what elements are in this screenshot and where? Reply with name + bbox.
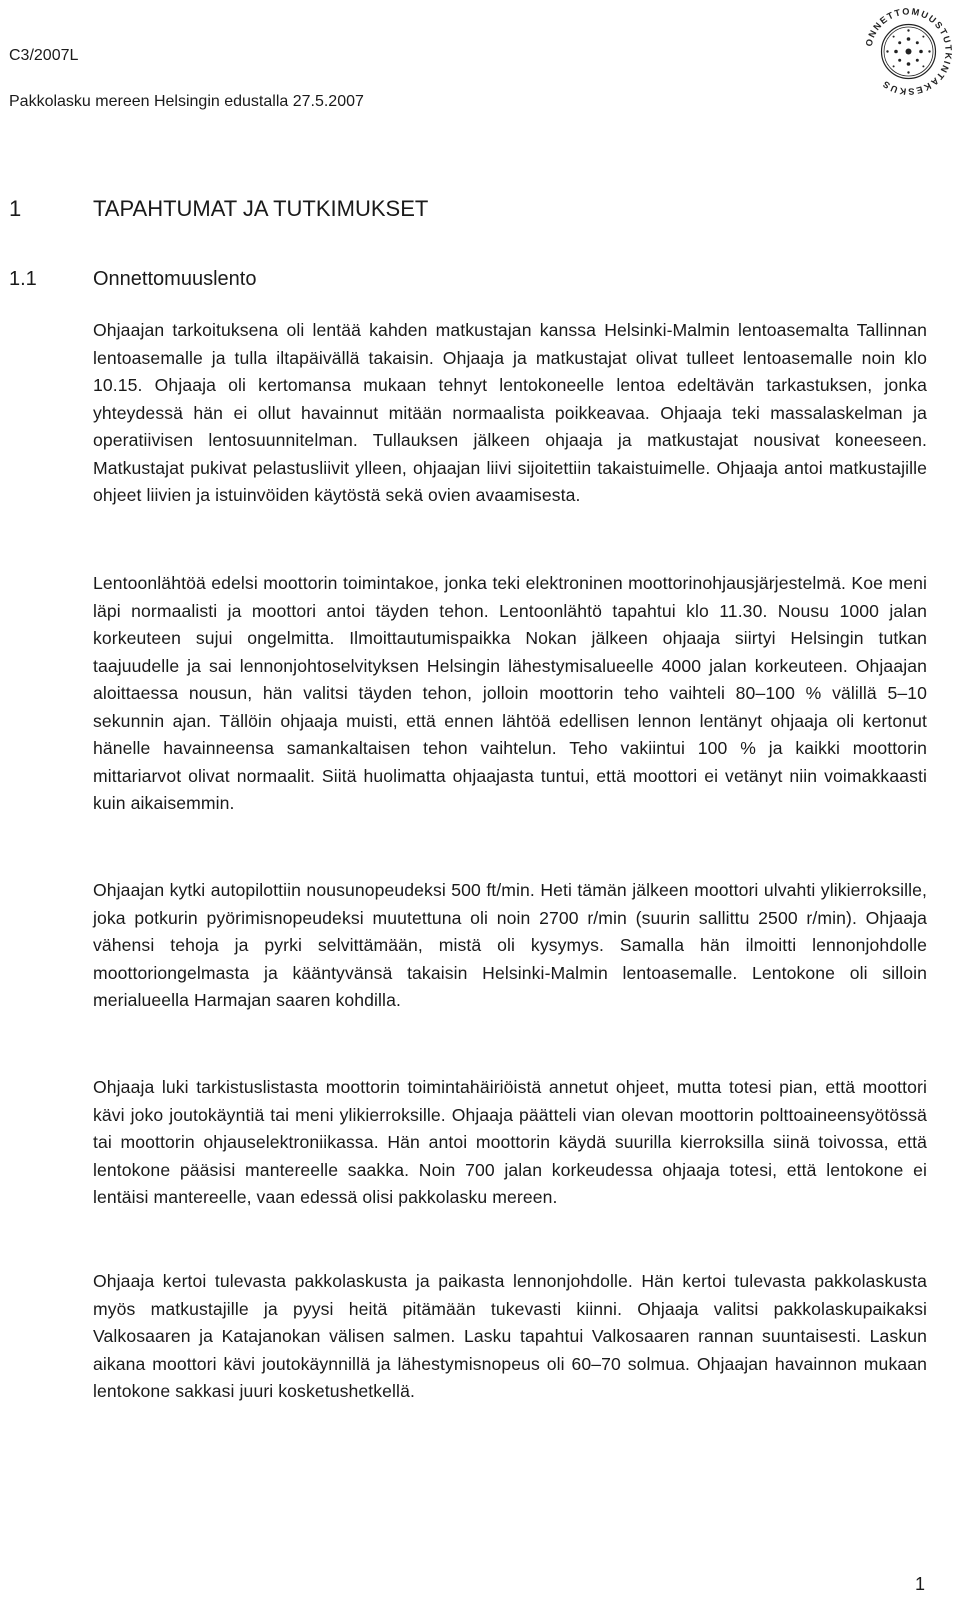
agency-seal-text: ONNETTOMUUSTUTKINTAKESKUS <box>863 6 954 97</box>
agency-seal-icon <box>857 0 960 103</box>
agency-seal-graphic <box>857 0 960 103</box>
body-paragraph: Ohjaaja kertoi tulevasta pakkolaskusta ja paikasta lennonjohdolle. Hän kertoi tulevasta pakkolaskusta myös matkustajille ja pyysi heitä pitämään tukevasti kiinni. Ohjaaja valitsi pakkolaskupaikaksi Valkosaaren ja Katajanokan välisen salmen. Lasku tapahtui Valkosaaren rannan suuntaisesti. Laskun aikana moottori kävi joutokäynnillä ja lähestymisnopeus oli 60–70 solmua. Ohjaajan havainnon mukaan lentokone sakkasi juuri kosketushetkellä. <box>93 1271 927 1401</box>
section-number: 1 <box>9 196 22 221</box>
report-id: C3/2007L <box>9 47 79 64</box>
body-paragraph: Ohjaaja luki tarkistuslistasta moottorin toimintahäiriöistä annetut ohjeet, mutta totesi pian, että moottori kävi joko joutokäyntiä tai meni ylikierroksille. Ohjaaja päätteli vian olevan moottorin polttoaineensyötössä tai moottorin ohjauselektroniikassa. Hän antoi moottorin käydä suurilla kierroksilla siinä toivossa, että lentokone pääsisi mantereelle saakka. Noin 700 jalan korkeudessa ohjaaja totesi, että lentokone ei lentäisi mantereelle, vaan edessä olisi pakkolasku mereen. <box>93 1077 927 1207</box>
subsection-heading <box>9 268 256 291</box>
section-title: TAPAHTUMAT JA TUTKIMUKSET <box>93 196 429 221</box>
report-title: Pakkolasku mereen Helsingin edustalla 27.5.2007 <box>9 93 364 110</box>
subsection-title: Onnettomuuslento <box>93 268 257 290</box>
body-paragraph: Lentoonlähtöä edelsi moottorin toimintakoe, jonka teki elektroninen moottorinohjausjärjestelmä. Koe meni läpi normaalisti ja moottori antoi täyden tehon. Lentoonlähtö tapahtui klo 11.30. Nousu 1000 jalan korkeuteen sujui ongelmitta. Ilmoittautumispaikka Nokan jälkeen ohjaaja siirtyi Helsingin tutkan taajuudelle ja sai lennonjohtoselvityksen Helsingin lähestymisalueelle 4000 jalan korkeuteen. Ohjaajan aloittaessa nousun, hän valitsi täyden tehon, jolloin moottorin teho vaihteli 80–100 % välillä 5–10 sekunnin ajan. Tällöin ohjaaja muisti, että ennen lähtöä edellisen lennon lentänyt ohjaaja oli kertonut hänelle havainneensa samankaltaisen tehon vaihtelun. Teho vakiintui 100 % ja kaikki moottorin mittariarvot olivat normaalit. Siitä huolimatta ohjaajasta tuntui, että moottori ei vetänyt niin voimakkaasti kuin aikaisemmin. <box>93 573 927 813</box>
section-heading <box>9 196 428 222</box>
body-paragraph: Ohjaajan tarkoituksena oli lentää kahden matkustajan kanssa Helsinki-Malmin lentoasemalta Tallinnan lentoasemalle ja tulla iltapäivällä takaisin. Ohjaaja ja matkustajat olivat tulleet lentoasemalle noin klo 10.15. Ohjaaja oli kertomansa mukaan tehnyt lentokoneelle lentoa edeltävän tarkastuksen, jonka yhteydessä hän ei ollut havainnut mitään normaalista poikkeavaa. Ohjaaja teki massalaskelman ja operatiivisen lentosuunnitelman. Tullauksen jälkeen ohjaaja ja matkustajat nousivat koneeseen. Matkustajat pukivat pelastusliivit ylleen, ohjaajan liivi sijoitettiin takaistuimelle. Ohjaaja antoi matkustajille ohjeet liivien ja istuinvöiden käytöstä sekä ovien avaamisesta. <box>93 320 927 505</box>
page-number: 1 <box>915 1574 926 1594</box>
subsection-number: 1.1 <box>9 268 37 290</box>
body-paragraph: Ohjaajan kytki autopilottiin nousunopeudeksi 500 ft/min. Heti tämän jälkeen moottori ulvahti ylikierroksille, joka potkurin pyörimisnopeudeksi muutettuna oli noin 2700 r/min (suurin sallittu 2500 r/min). Ohjaaja vähensi tehoja ja pyrki selvittämään, mistä oli kysymys. Samalla hän ilmoitti lennonjohdolle moottoriongelmasta ja kääntyvänsä takaisin Helsinki-Malmin lentoasemalle. Lentokone oli silloin merialueella Harmajan saaren kohdilla. <box>93 880 927 1010</box>
